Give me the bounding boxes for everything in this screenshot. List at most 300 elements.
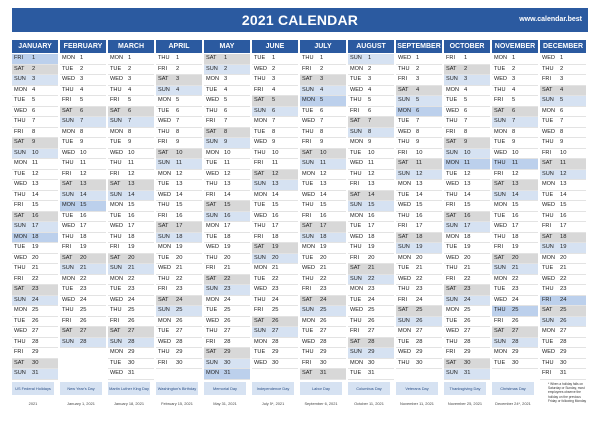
- day-row[interactable]: [540, 201, 586, 212]
- day-row[interactable]: [252, 212, 298, 223]
- day-row[interactable]: [348, 65, 394, 76]
- day-row[interactable]: [204, 149, 250, 160]
- day-row[interactable]: [492, 138, 538, 149]
- day-row[interactable]: [204, 359, 250, 370]
- day-row[interactable]: [492, 359, 538, 370]
- day-row[interactable]: [108, 201, 154, 212]
- day-row[interactable]: [252, 138, 298, 149]
- day-row[interactable]: [204, 96, 250, 107]
- day-row[interactable]: [348, 296, 394, 307]
- day-row[interactable]: [108, 254, 154, 265]
- day-row[interactable]: [108, 233, 154, 244]
- day-row[interactable]: [396, 159, 442, 170]
- day-row[interactable]: [204, 306, 250, 317]
- day-row[interactable]: [252, 96, 298, 107]
- day-row[interactable]: [300, 264, 346, 275]
- day-row[interactable]: [204, 201, 250, 212]
- day-row[interactable]: [348, 54, 394, 65]
- day-row[interactable]: [60, 65, 106, 76]
- day-row[interactable]: [540, 149, 586, 160]
- day-row[interactable]: [60, 327, 106, 338]
- day-row[interactable]: [540, 243, 586, 254]
- day-row[interactable]: [12, 170, 58, 181]
- day-row[interactable]: [396, 180, 442, 191]
- day-row[interactable]: [540, 159, 586, 170]
- day-row[interactable]: [252, 159, 298, 170]
- day-row[interactable]: [492, 296, 538, 307]
- day-row[interactable]: [348, 222, 394, 233]
- day-row[interactable]: [396, 65, 442, 76]
- day-row[interactable]: [156, 96, 202, 107]
- day-row[interactable]: [108, 275, 154, 286]
- day-row[interactable]: [492, 65, 538, 76]
- day-row[interactable]: [204, 54, 250, 65]
- day-row[interactable]: [156, 201, 202, 212]
- site-url[interactable]: www.calendar.best: [519, 16, 582, 23]
- day-row[interactable]: [540, 233, 586, 244]
- day-row[interactable]: [300, 180, 346, 191]
- day-row[interactable]: [396, 359, 442, 370]
- day-row[interactable]: [108, 306, 154, 317]
- day-row[interactable]: [348, 275, 394, 286]
- day-row[interactable]: [540, 348, 586, 359]
- day-row[interactable]: [300, 138, 346, 149]
- day-row[interactable]: [12, 359, 58, 370]
- day-row[interactable]: [396, 233, 442, 244]
- day-row[interactable]: [300, 159, 346, 170]
- day-row[interactable]: [540, 222, 586, 233]
- day-row[interactable]: [252, 348, 298, 359]
- day-row[interactable]: [492, 306, 538, 317]
- day-row[interactable]: [204, 327, 250, 338]
- day-row[interactable]: [204, 128, 250, 139]
- day-row[interactable]: [108, 128, 154, 139]
- day-row[interactable]: [204, 138, 250, 149]
- day-row[interactable]: [252, 233, 298, 244]
- day-row[interactable]: [156, 264, 202, 275]
- day-row[interactable]: [492, 159, 538, 170]
- day-row[interactable]: [300, 327, 346, 338]
- day-row[interactable]: [348, 107, 394, 118]
- day-row[interactable]: [348, 117, 394, 128]
- day-row[interactable]: [300, 149, 346, 160]
- day-row[interactable]: [444, 306, 490, 317]
- day-row[interactable]: [396, 212, 442, 223]
- day-row[interactable]: [12, 191, 58, 202]
- day-row[interactable]: [300, 222, 346, 233]
- day-row[interactable]: [204, 348, 250, 359]
- day-row[interactable]: [300, 348, 346, 359]
- day-row[interactable]: [60, 285, 106, 296]
- day-row[interactable]: [12, 180, 58, 191]
- day-row[interactable]: [12, 233, 58, 244]
- day-row[interactable]: [252, 264, 298, 275]
- day-row[interactable]: [204, 254, 250, 265]
- day-row[interactable]: [444, 128, 490, 139]
- day-row[interactable]: [444, 296, 490, 307]
- day-row[interactable]: [12, 264, 58, 275]
- day-row[interactable]: [348, 243, 394, 254]
- day-row[interactable]: [108, 75, 154, 86]
- day-row[interactable]: [444, 54, 490, 65]
- day-row[interactable]: [12, 54, 58, 65]
- day-row[interactable]: [252, 128, 298, 139]
- day-row[interactable]: [444, 348, 490, 359]
- day-row[interactable]: [540, 317, 586, 328]
- day-row[interactable]: [108, 327, 154, 338]
- day-row[interactable]: [12, 306, 58, 317]
- day-row[interactable]: [492, 233, 538, 244]
- day-row[interactable]: [204, 296, 250, 307]
- day-row[interactable]: [300, 54, 346, 65]
- day-row[interactable]: [156, 222, 202, 233]
- day-row[interactable]: [348, 96, 394, 107]
- day-row[interactable]: [348, 191, 394, 202]
- day-row[interactable]: [444, 254, 490, 265]
- day-row[interactable]: [12, 254, 58, 265]
- day-row[interactable]: [108, 170, 154, 181]
- day-row[interactable]: [60, 128, 106, 139]
- day-row[interactable]: [348, 359, 394, 370]
- day-row[interactable]: [12, 138, 58, 149]
- day-row[interactable]: [204, 191, 250, 202]
- day-row[interactable]: [444, 327, 490, 338]
- day-row[interactable]: [60, 201, 106, 212]
- day-row[interactable]: [300, 369, 346, 380]
- day-row[interactable]: [252, 180, 298, 191]
- day-row[interactable]: [252, 149, 298, 160]
- day-row[interactable]: [348, 306, 394, 317]
- day-row[interactable]: [12, 149, 58, 160]
- day-row[interactable]: [492, 348, 538, 359]
- day-row[interactable]: [444, 159, 490, 170]
- day-row[interactable]: [540, 54, 586, 65]
- day-row[interactable]: [348, 338, 394, 349]
- day-row[interactable]: [108, 107, 154, 118]
- day-row[interactable]: [492, 201, 538, 212]
- day-row[interactable]: [444, 180, 490, 191]
- day-row[interactable]: [492, 86, 538, 97]
- day-row[interactable]: [252, 222, 298, 233]
- day-row[interactable]: [540, 75, 586, 86]
- day-row[interactable]: [444, 170, 490, 181]
- day-row[interactable]: [252, 306, 298, 317]
- day-row[interactable]: [396, 317, 442, 328]
- day-row[interactable]: [204, 243, 250, 254]
- day-row[interactable]: [540, 86, 586, 97]
- day-row[interactable]: [204, 75, 250, 86]
- day-row[interactable]: [12, 128, 58, 139]
- day-row[interactable]: [252, 359, 298, 370]
- day-row[interactable]: [492, 117, 538, 128]
- day-row[interactable]: [12, 96, 58, 107]
- day-row[interactable]: [60, 86, 106, 97]
- day-row[interactable]: [108, 369, 154, 380]
- day-row[interactable]: [108, 222, 154, 233]
- day-row[interactable]: [60, 191, 106, 202]
- day-row[interactable]: [60, 159, 106, 170]
- day-row[interactable]: [12, 348, 58, 359]
- day-row[interactable]: [60, 338, 106, 349]
- day-row[interactable]: [396, 222, 442, 233]
- day-row[interactable]: [12, 296, 58, 307]
- day-row[interactable]: [60, 170, 106, 181]
- day-row[interactable]: [540, 264, 586, 275]
- day-row[interactable]: [108, 117, 154, 128]
- day-row[interactable]: [444, 369, 490, 380]
- day-row[interactable]: [12, 117, 58, 128]
- day-row[interactable]: [444, 243, 490, 254]
- day-row[interactable]: [348, 149, 394, 160]
- day-row[interactable]: [444, 275, 490, 286]
- day-row[interactable]: [444, 86, 490, 97]
- day-row[interactable]: [300, 338, 346, 349]
- day-row[interactable]: [156, 170, 202, 181]
- day-row[interactable]: [300, 170, 346, 181]
- day-row[interactable]: [540, 191, 586, 202]
- day-row[interactable]: [12, 201, 58, 212]
- day-row[interactable]: [204, 159, 250, 170]
- day-row[interactable]: [540, 65, 586, 76]
- day-row[interactable]: [348, 138, 394, 149]
- day-row[interactable]: [60, 117, 106, 128]
- day-row[interactable]: [444, 191, 490, 202]
- day-row[interactable]: [156, 75, 202, 86]
- day-row[interactable]: [252, 86, 298, 97]
- day-row[interactable]: [444, 149, 490, 160]
- day-row[interactable]: [156, 233, 202, 244]
- day-row[interactable]: [348, 327, 394, 338]
- day-row[interactable]: [444, 233, 490, 244]
- day-row[interactable]: [300, 212, 346, 223]
- day-row[interactable]: [492, 285, 538, 296]
- day-row[interactable]: [108, 285, 154, 296]
- day-row[interactable]: [300, 201, 346, 212]
- day-row[interactable]: [252, 275, 298, 286]
- day-row[interactable]: [60, 233, 106, 244]
- day-row[interactable]: [204, 285, 250, 296]
- day-row[interactable]: [156, 180, 202, 191]
- day-row[interactable]: [444, 285, 490, 296]
- day-row[interactable]: [300, 65, 346, 76]
- day-row[interactable]: [300, 86, 346, 97]
- day-row[interactable]: [540, 338, 586, 349]
- day-row[interactable]: [444, 212, 490, 223]
- day-row[interactable]: [156, 212, 202, 223]
- day-row[interactable]: [492, 317, 538, 328]
- day-row[interactable]: [492, 243, 538, 254]
- day-row[interactable]: [444, 222, 490, 233]
- day-row[interactable]: [252, 296, 298, 307]
- day-row[interactable]: [300, 285, 346, 296]
- day-row[interactable]: [492, 275, 538, 286]
- day-row[interactable]: [348, 75, 394, 86]
- day-row[interactable]: [348, 170, 394, 181]
- day-row[interactable]: [348, 180, 394, 191]
- day-row[interactable]: [12, 212, 58, 223]
- day-row[interactable]: [156, 327, 202, 338]
- day-row[interactable]: [444, 117, 490, 128]
- day-row[interactable]: [348, 369, 394, 380]
- day-row[interactable]: [348, 159, 394, 170]
- day-row[interactable]: [204, 180, 250, 191]
- day-row[interactable]: [12, 338, 58, 349]
- day-row[interactable]: [348, 201, 394, 212]
- day-row[interactable]: [492, 75, 538, 86]
- day-row[interactable]: [156, 107, 202, 118]
- day-row[interactable]: [396, 264, 442, 275]
- day-row[interactable]: [396, 285, 442, 296]
- day-row[interactable]: [396, 191, 442, 202]
- day-row[interactable]: [204, 117, 250, 128]
- day-row[interactable]: [156, 191, 202, 202]
- day-row[interactable]: [396, 75, 442, 86]
- day-row[interactable]: [348, 212, 394, 223]
- day-row[interactable]: [300, 359, 346, 370]
- day-row[interactable]: [300, 254, 346, 265]
- day-row[interactable]: [108, 359, 154, 370]
- day-row[interactable]: [204, 275, 250, 286]
- day-row[interactable]: [396, 107, 442, 118]
- day-row[interactable]: [108, 348, 154, 359]
- day-row[interactable]: [300, 96, 346, 107]
- day-row[interactable]: [12, 243, 58, 254]
- day-row[interactable]: [348, 86, 394, 97]
- day-row[interactable]: [444, 359, 490, 370]
- day-row[interactable]: [156, 285, 202, 296]
- day-row[interactable]: [12, 369, 58, 380]
- day-row[interactable]: [492, 180, 538, 191]
- day-row[interactable]: [252, 170, 298, 181]
- day-row[interactable]: [348, 233, 394, 244]
- day-row[interactable]: [540, 212, 586, 223]
- day-row[interactable]: [60, 180, 106, 191]
- day-row[interactable]: [396, 327, 442, 338]
- day-row[interactable]: [540, 369, 586, 380]
- day-row[interactable]: [252, 327, 298, 338]
- day-row[interactable]: [300, 306, 346, 317]
- day-row[interactable]: [156, 317, 202, 328]
- day-row[interactable]: [108, 159, 154, 170]
- day-row[interactable]: [396, 170, 442, 181]
- day-row[interactable]: [396, 138, 442, 149]
- day-row[interactable]: [12, 275, 58, 286]
- day-row[interactable]: [108, 54, 154, 65]
- day-row[interactable]: [540, 128, 586, 139]
- day-row[interactable]: [396, 306, 442, 317]
- day-row[interactable]: [204, 338, 250, 349]
- day-row[interactable]: [108, 264, 154, 275]
- day-row[interactable]: [156, 254, 202, 265]
- day-row[interactable]: [492, 96, 538, 107]
- day-row[interactable]: [108, 180, 154, 191]
- day-row[interactable]: [348, 348, 394, 359]
- day-row[interactable]: [252, 201, 298, 212]
- day-row[interactable]: [396, 54, 442, 65]
- day-row[interactable]: [156, 338, 202, 349]
- day-row[interactable]: [444, 264, 490, 275]
- day-row[interactable]: [60, 212, 106, 223]
- day-row[interactable]: [540, 96, 586, 107]
- day-row[interactable]: [108, 212, 154, 223]
- day-row[interactable]: [12, 285, 58, 296]
- day-row[interactable]: [492, 191, 538, 202]
- day-row[interactable]: [156, 54, 202, 65]
- day-row[interactable]: [396, 243, 442, 254]
- day-row[interactable]: [12, 327, 58, 338]
- day-row[interactable]: [300, 75, 346, 86]
- day-row[interactable]: [396, 149, 442, 160]
- day-row[interactable]: [156, 348, 202, 359]
- day-row[interactable]: [156, 275, 202, 286]
- day-row[interactable]: [300, 191, 346, 202]
- day-row[interactable]: [492, 149, 538, 160]
- day-row[interactable]: [396, 254, 442, 265]
- day-row[interactable]: [492, 212, 538, 223]
- day-row[interactable]: [108, 243, 154, 254]
- day-row[interactable]: [348, 264, 394, 275]
- day-row[interactable]: [492, 222, 538, 233]
- day-row[interactable]: [156, 117, 202, 128]
- day-row[interactable]: [540, 107, 586, 118]
- day-row[interactable]: [60, 107, 106, 118]
- day-row[interactable]: [12, 86, 58, 97]
- day-row[interactable]: [12, 317, 58, 328]
- day-row[interactable]: [204, 86, 250, 97]
- day-row[interactable]: [156, 149, 202, 160]
- day-row[interactable]: [540, 285, 586, 296]
- day-row[interactable]: [156, 128, 202, 139]
- day-row[interactable]: [60, 275, 106, 286]
- day-row[interactable]: [396, 117, 442, 128]
- day-row[interactable]: [348, 317, 394, 328]
- day-row[interactable]: [540, 275, 586, 286]
- day-row[interactable]: [252, 75, 298, 86]
- day-row[interactable]: [156, 86, 202, 97]
- day-row[interactable]: [108, 138, 154, 149]
- day-row[interactable]: [396, 201, 442, 212]
- day-row[interactable]: [396, 338, 442, 349]
- day-row[interactable]: [204, 107, 250, 118]
- day-row[interactable]: [492, 327, 538, 338]
- day-row[interactable]: [204, 170, 250, 181]
- day-row[interactable]: [492, 264, 538, 275]
- day-row[interactable]: [348, 285, 394, 296]
- day-row[interactable]: [492, 54, 538, 65]
- day-row[interactable]: [204, 222, 250, 233]
- day-row[interactable]: [204, 317, 250, 328]
- day-row[interactable]: [300, 233, 346, 244]
- day-row[interactable]: [300, 107, 346, 118]
- day-row[interactable]: [300, 275, 346, 286]
- day-row[interactable]: [252, 317, 298, 328]
- day-row[interactable]: [204, 212, 250, 223]
- day-row[interactable]: [492, 338, 538, 349]
- day-row[interactable]: [540, 296, 586, 307]
- day-row[interactable]: [12, 222, 58, 233]
- day-row[interactable]: [156, 159, 202, 170]
- day-row[interactable]: [252, 107, 298, 118]
- day-row[interactable]: [396, 86, 442, 97]
- day-row[interactable]: [540, 306, 586, 317]
- day-row[interactable]: [156, 306, 202, 317]
- day-row[interactable]: [444, 338, 490, 349]
- day-row[interactable]: [204, 369, 250, 380]
- day-row[interactable]: [540, 180, 586, 191]
- day-row[interactable]: [444, 317, 490, 328]
- day-row[interactable]: [204, 264, 250, 275]
- day-row[interactable]: [540, 138, 586, 149]
